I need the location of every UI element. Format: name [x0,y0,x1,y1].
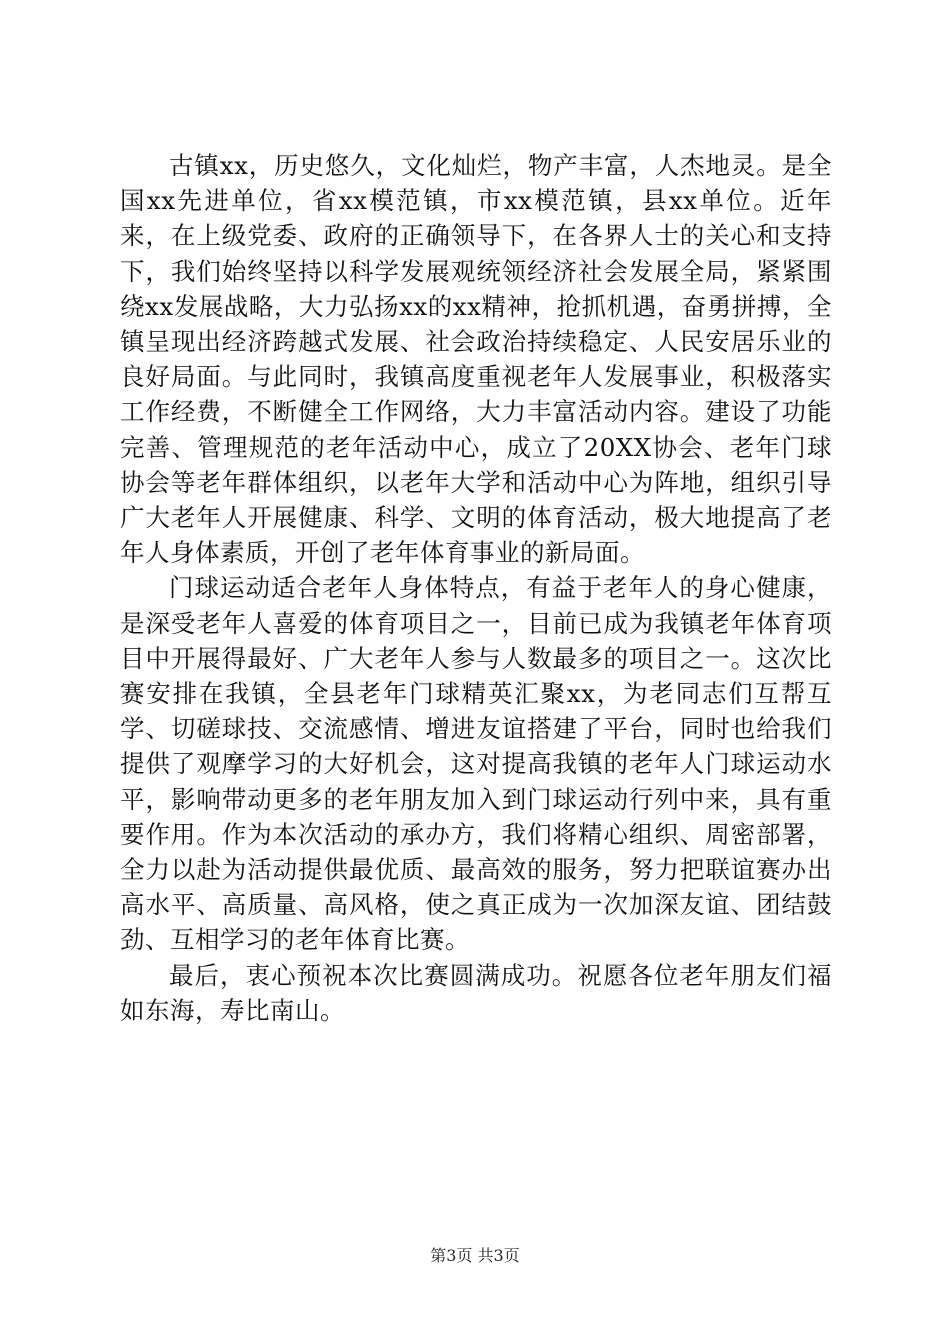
paragraph-1: 古镇xx，历史悠久，文化灿烂，物产丰富，人杰地灵。是全国xx先进单位，省xx模范镇，市xx模范镇，县xx单位。近年来，在上级党委、政府的正确领导下，在各界人士的关心和支持下，我们始终坚持以科学发展观统领经济社会发展全局，紧紧围绕xx发展战略，大力弘扬xx的xx精神，抢抓机遇，奋勇拼搏，全镇呈现出经济跨越式发展、社会政治持续稳定、人民安居乐业的良好局面。与此同时，我镇高度重视老年人发展事业，积极落实工作经费，不断健全工作网络，大力丰富活动内容。建设了功能完善、管理规范的老年活动中心，成立了20XX协会、老年门球协会等老年群体组织，以老年大学和活动中心为阵地，组织引导广大老年人开展健康、科学、文明的体育活动，极大地提高了老年人身体素质，开创了老年体育事业的新局面。 [120,151,832,568]
paragraph-2: 门球运动适合老年人身体特点，有益于老年人的身心健康，是深受老年人喜爱的体育项目之一，目前已成为我镇老年体育项目中开展得最好、广大老年人参与人数最多的项目之一。这次比赛安排在我镇，全县老年门球精英汇聚xx，为老同志们互帮互学、切磋球技、交流感情、增进友谊搭建了平台，同时也给我们提供了观摩学习的大好机会，这对提高我镇的老年人门球运动水平，影响带动更多的老年朋友加入到门球运动行列中来，具有重要作用。作为本次活动的承办方，我们将精心组织、周密部署，全力以赴为活动提供最优质、最高效的服务，努力把联谊赛办出高水平、高质量、高风格，使之真正成为一次加深友谊、团结鼓劲、互相学习的老年体育比赛。 [120,573,832,955]
document-body [120,148,832,1028]
paragraph-3: 最后，衷心预祝本次比赛圆满成功。祝愿各位老年朋友们福如东海，寿比南山。 [120,960,832,1025]
page-number-footer: 第3页 共3页 [430,1246,520,1265]
